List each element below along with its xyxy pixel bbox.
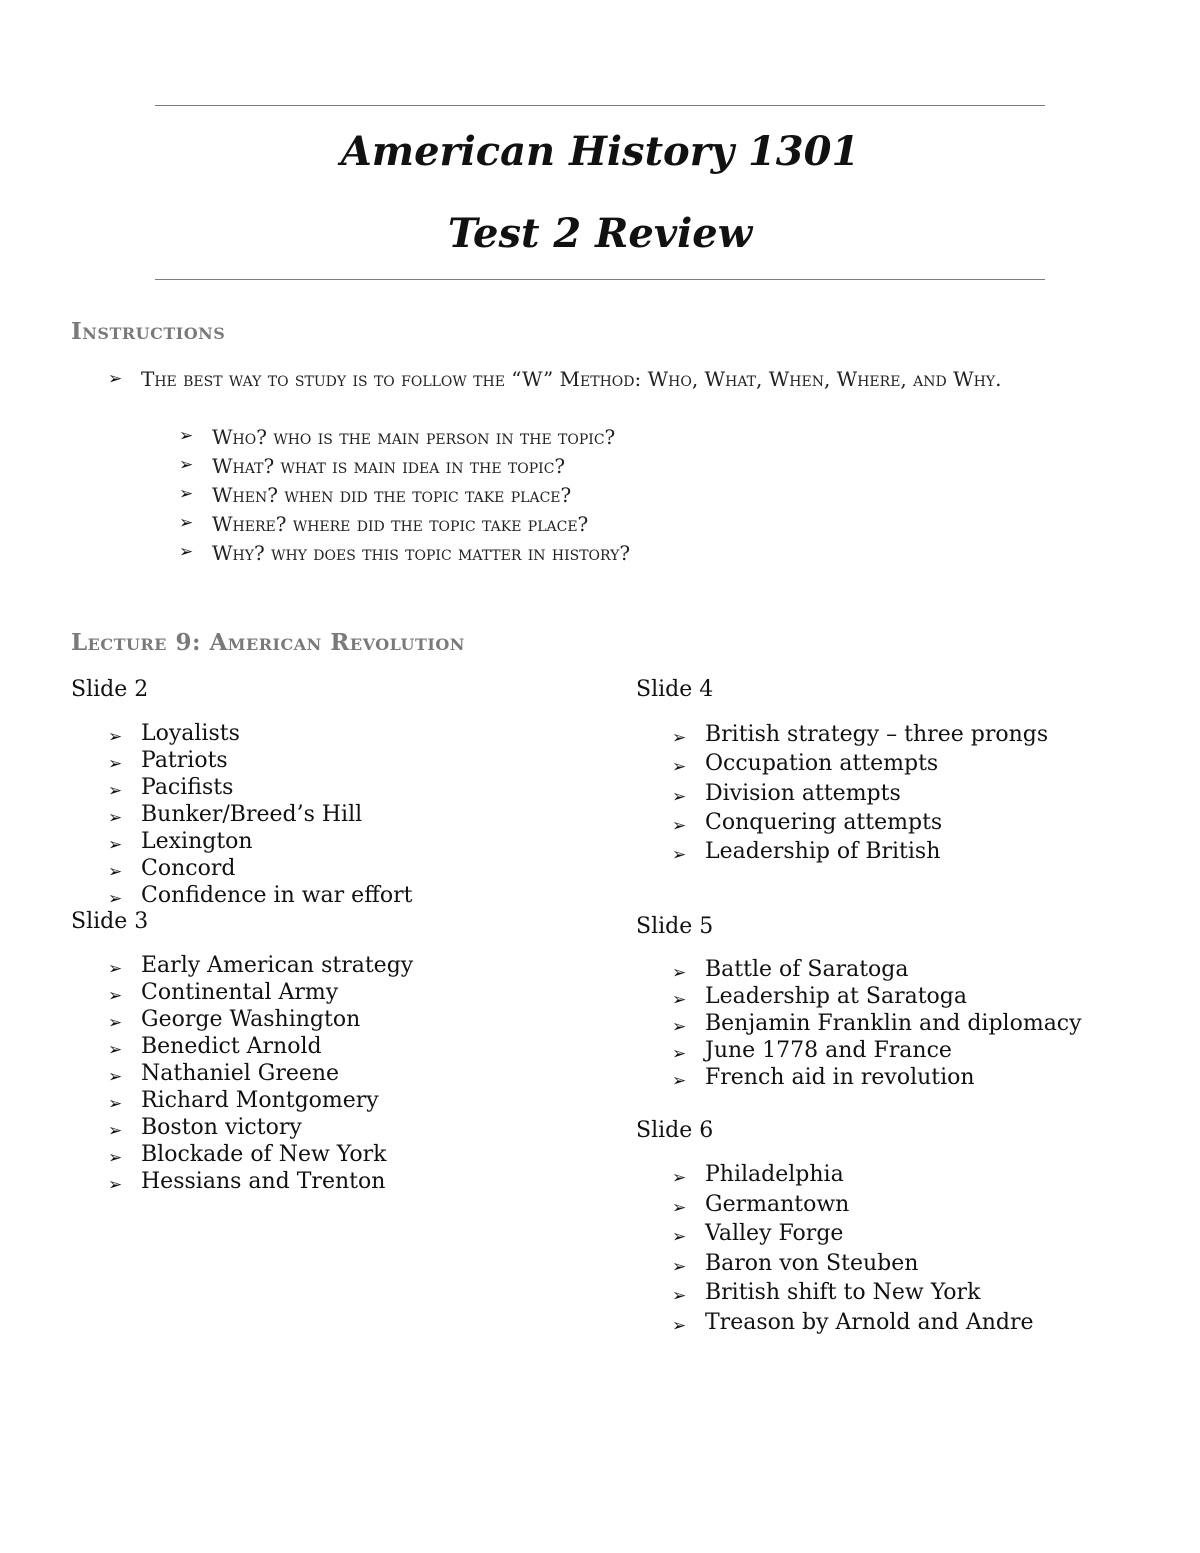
list-item: ➢ Treason by Arnold and Andre (672, 1308, 1034, 1338)
list-item: ➢ Germantown (672, 1190, 1034, 1220)
list-item: ➢ Pacifists (108, 774, 412, 801)
instructions-sub-item (179, 510, 588, 538)
list-item: ➢ Blockade of New York (108, 1141, 413, 1168)
instructions-sub-item (179, 423, 615, 451)
list-item: ➢ Bunker/Breed’s Hill (108, 801, 412, 828)
arrow-bullet-icon: ➢ (179, 513, 194, 533)
slide-2-list (108, 720, 412, 909)
arrow-bullet-icon: ➢ (672, 963, 687, 983)
arrow-bullet-icon: ➢ (108, 986, 123, 1006)
arrow-bullet-icon: ➢ (108, 1067, 123, 1087)
arrow-bullet-icon: ➢ (108, 959, 123, 979)
list-item: ➢ Continental Army (108, 979, 413, 1006)
arrow-bullet-icon: ➢ (672, 728, 687, 748)
arrow-bullet-icon: ➢ (108, 889, 123, 909)
instructions-sub-text: When? when did the topic take place? (212, 483, 572, 507)
arrow-bullet-icon: ➢ (108, 781, 123, 801)
instructions-sub-item (179, 539, 630, 567)
instructions-sub-text: Where? where did the topic take place? (212, 512, 589, 536)
arrow-bullet-icon: ➢ (108, 1175, 123, 1195)
list-item: ➢ Baron von Steuben (672, 1249, 1034, 1279)
arrow-bullet-icon: ➢ (672, 1315, 687, 1336)
list-item: ➢ Concord (108, 855, 412, 882)
list-item: ➢ Conquering attempts (672, 808, 1048, 837)
list-item: ➢ Battle of Saratoga (672, 956, 1082, 983)
list-item: ➢ Boston victory (108, 1114, 413, 1141)
header-bottom-rule (155, 279, 1045, 280)
instructions-main-item (108, 365, 1088, 393)
list-item: ➢ Early American strategy (108, 952, 413, 979)
arrow-bullet-icon: ➢ (672, 1227, 687, 1248)
arrow-bullet-icon: ➢ (672, 1071, 687, 1091)
list-item: ➢ Philadelphia (672, 1160, 1034, 1190)
arrow-bullet-icon: ➢ (108, 1148, 123, 1168)
arrow-bullet-icon: ➢ (672, 1286, 687, 1307)
slide-4-list (672, 720, 1048, 866)
instructions-sub-text: Who? who is the main person in the topic? (212, 425, 616, 449)
arrow-bullet-icon: ➢ (179, 455, 194, 475)
list-item: ➢ Benjamin Franklin and diplomacy (672, 1010, 1082, 1037)
list-item: ➢ George Washington (108, 1006, 413, 1033)
list-item: ➢ June 1778 and France (672, 1037, 1082, 1064)
list-item: ➢ Confidence in war effort (108, 882, 412, 909)
instructions-sub-text: Why? why does this topic matter in history? (212, 541, 631, 565)
document-subtitle: Test 2 Review (447, 210, 753, 257)
slide-label: Slide 6 (636, 1118, 714, 1143)
arrow-bullet-icon: ➢ (672, 1017, 687, 1037)
instructions-sub-item (179, 452, 565, 480)
slide-3-list (108, 952, 413, 1195)
instructions-sub-text: What? what is main idea in the topic? (212, 454, 566, 478)
list-item: ➢ Patriots (108, 747, 412, 774)
list-item: ➢ British strategy – three prongs (672, 720, 1048, 749)
list-item: ➢ Nathaniel Greene (108, 1060, 413, 1087)
arrow-bullet-icon: ➢ (108, 835, 123, 855)
instructions-sub-item (179, 481, 571, 509)
slide-5-list (672, 956, 1082, 1091)
arrow-bullet-icon: ➢ (672, 815, 687, 836)
arrow-bullet-icon: ➢ (108, 1121, 123, 1141)
list-item: ➢ Hessians and Trenton (108, 1168, 413, 1195)
arrow-bullet-icon: ➢ (672, 1044, 687, 1064)
arrow-bullet-icon: ➢ (108, 727, 123, 747)
slide-label: Slide 4 (636, 677, 714, 702)
list-item: ➢ Occupation attempts (672, 749, 1048, 778)
arrow-bullet-icon: ➢ (108, 862, 123, 882)
arrow-bullet-icon: ➢ (672, 1197, 687, 1218)
arrow-bullet-icon: ➢ (108, 1040, 123, 1060)
arrow-bullet-icon: ➢ (672, 990, 687, 1010)
arrow-bullet-icon: ➢ (672, 757, 687, 778)
list-item: ➢ Lexington (108, 828, 412, 855)
instructions-heading: Instructions (71, 318, 226, 345)
list-item: ➢ Valley Forge (672, 1219, 1034, 1249)
arrow-bullet-icon: ➢ (179, 542, 194, 562)
list-item: ➢ British shift to New York (672, 1278, 1034, 1308)
header-top-rule (155, 105, 1045, 106)
arrow-bullet-icon: ➢ (108, 754, 123, 774)
arrow-bullet-icon: ➢ (672, 845, 687, 866)
slide-label: Slide 2 (71, 677, 149, 702)
slide-6-list (672, 1160, 1034, 1338)
list-item: ➢ French aid in revolution (672, 1064, 1082, 1091)
arrow-bullet-icon: ➢ (108, 369, 123, 389)
arrow-bullet-icon: ➢ (672, 1256, 687, 1277)
list-item: ➢ Richard Montgomery (108, 1087, 413, 1114)
arrow-bullet-icon: ➢ (108, 808, 123, 828)
arrow-bullet-icon: ➢ (672, 786, 687, 807)
list-item: ➢ Benedict Arnold (108, 1033, 413, 1060)
list-item: ➢ Division attempts (672, 779, 1048, 808)
instructions-main-text: The best way to study is to follow the “W” Method: Who, What, When, Where, and Why. (141, 367, 1002, 391)
list-item: ➢ Leadership of British (672, 837, 1048, 866)
arrow-bullet-icon: ➢ (672, 1168, 687, 1188)
arrow-bullet-icon: ➢ (108, 1094, 123, 1114)
arrow-bullet-icon: ➢ (179, 484, 194, 504)
arrow-bullet-icon: ➢ (179, 426, 194, 446)
list-item: ➢ Leadership at Saratoga (672, 983, 1082, 1010)
list-item: ➢ Loyalists (108, 720, 412, 747)
slide-label: Slide 5 (636, 914, 714, 939)
document-title: American History 1301 (340, 128, 860, 175)
slide-label: Slide 3 (71, 909, 149, 934)
lecture-heading: Lecture 9: American Revolution (71, 629, 465, 656)
arrow-bullet-icon: ➢ (108, 1013, 123, 1033)
